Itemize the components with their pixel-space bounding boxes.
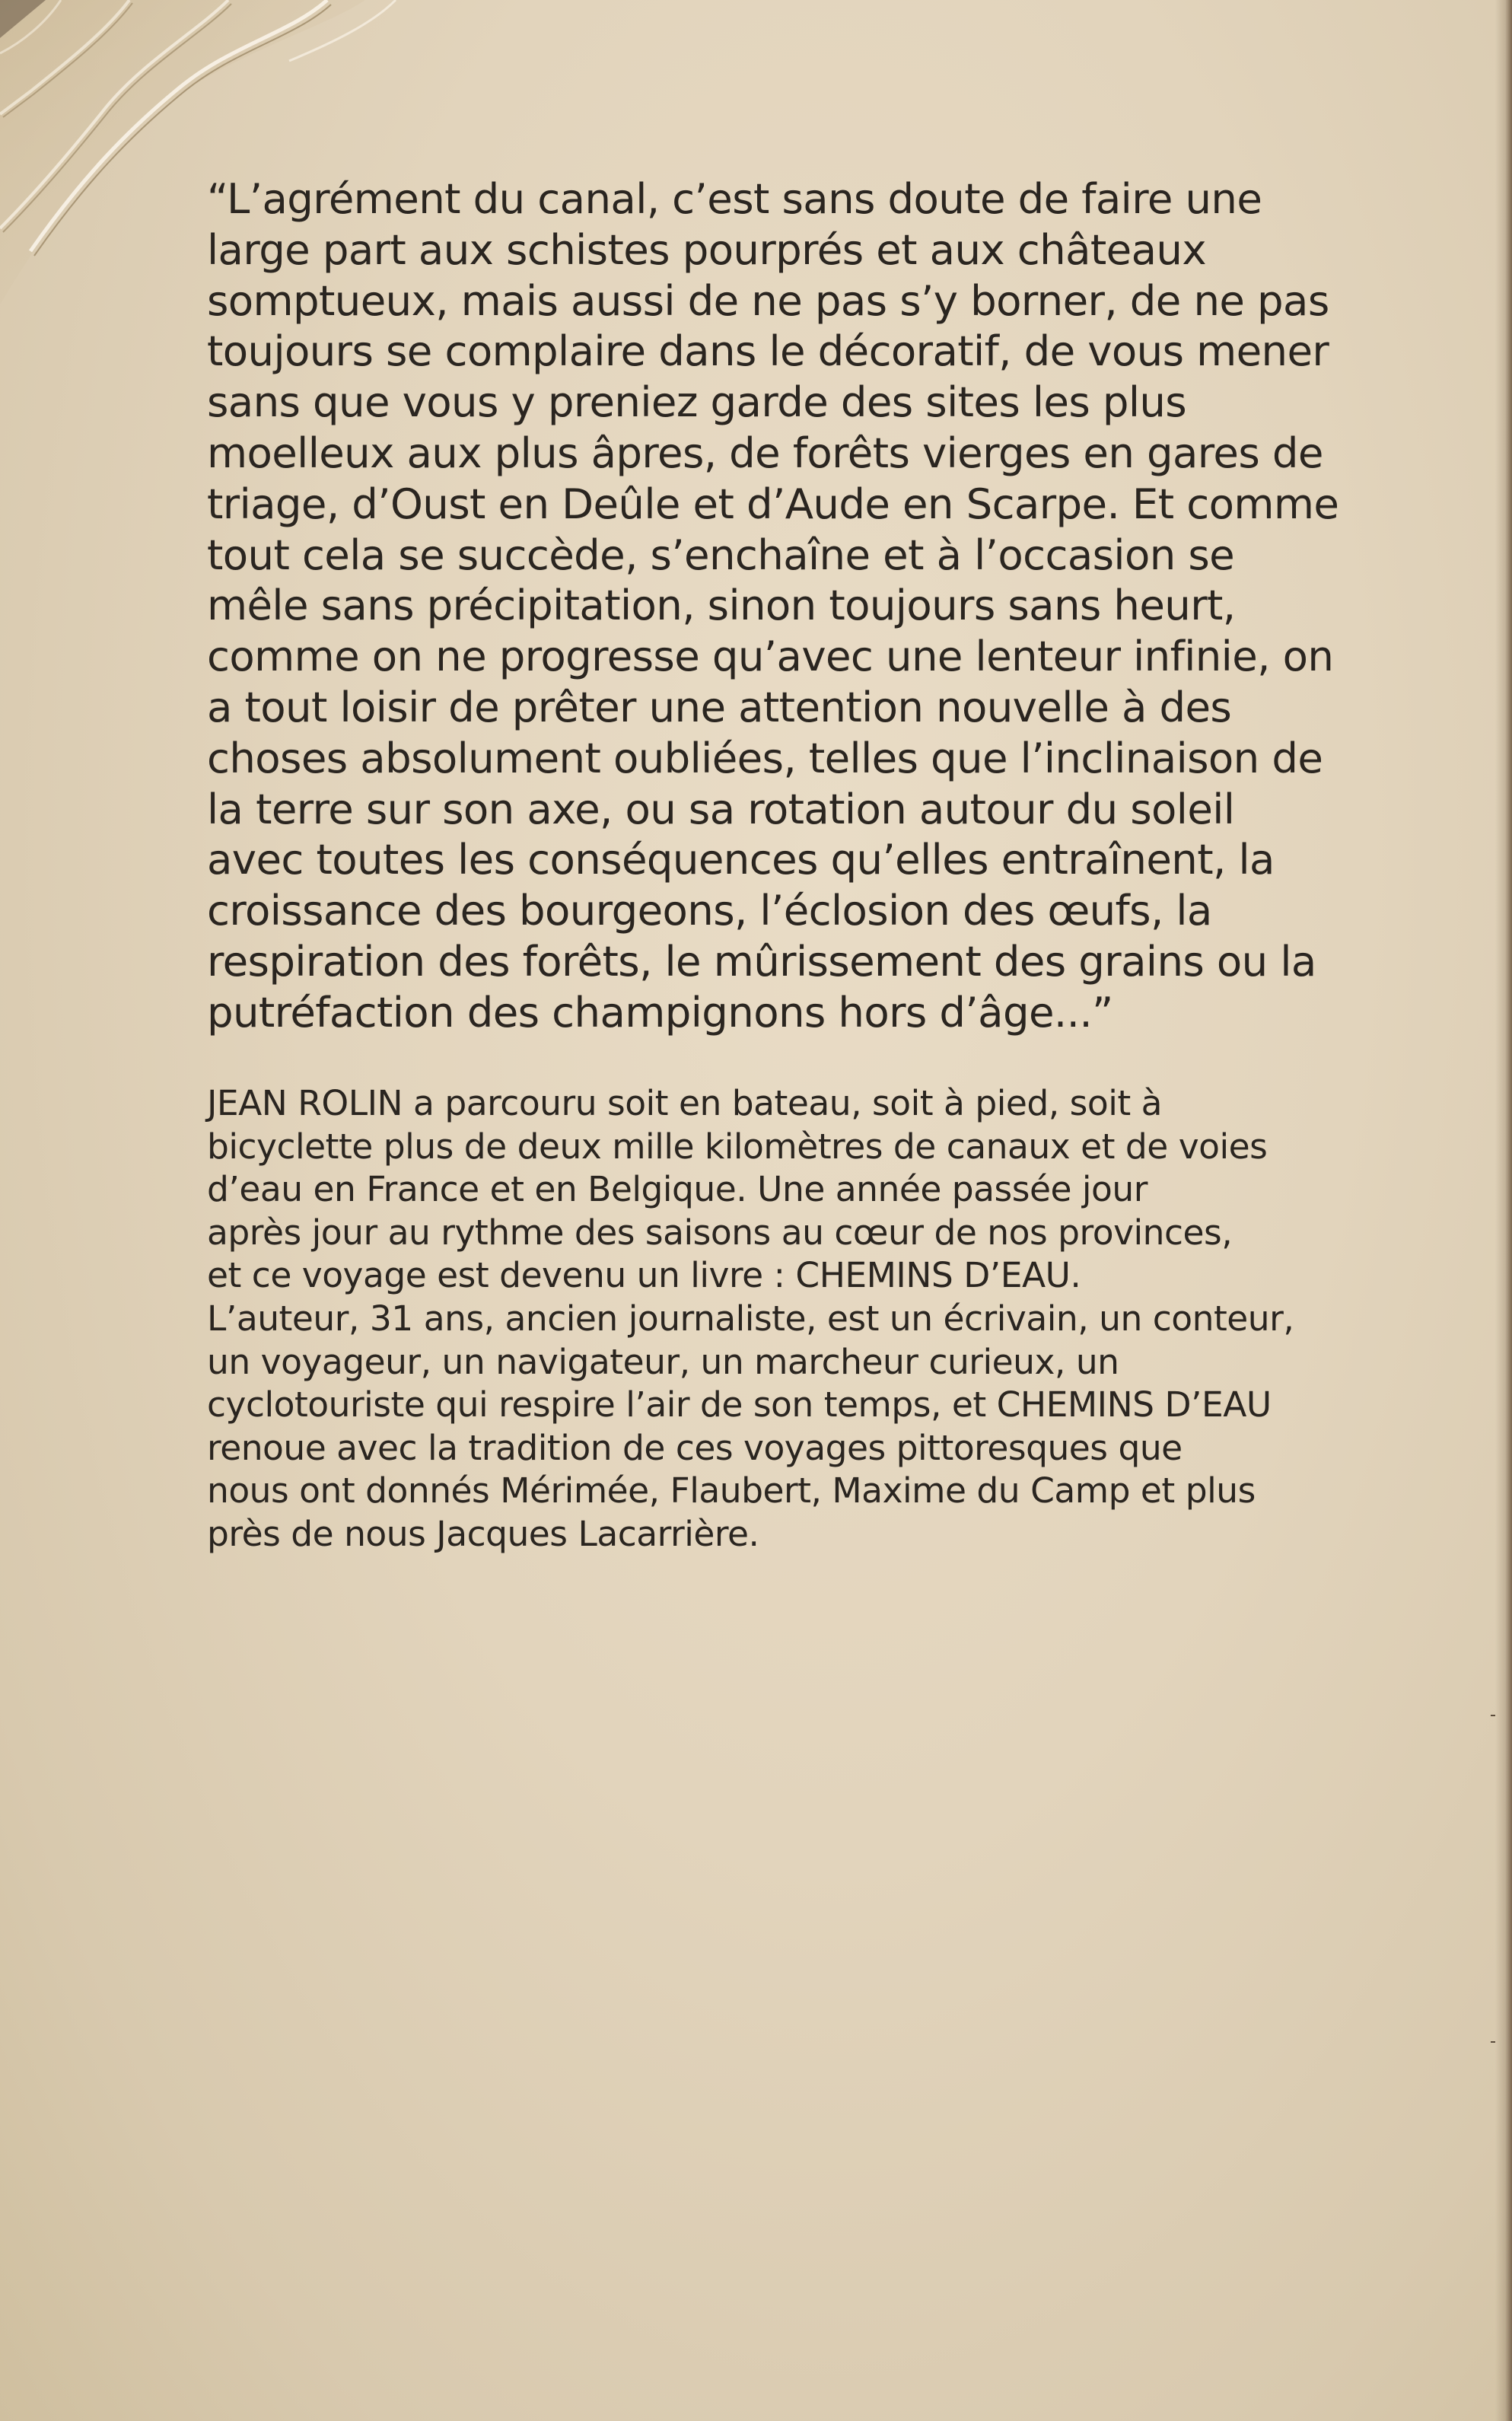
excerpt-quote: “L’agrément du canal, c’est sans doute de faire une large part aux schistes pourprés et aux châteaux somptueux, mais aussi de ne pas s’y borner, de ne pas toujours se complaire dans le décoratif, de vous mener sans que vous y preniez garde des sites les plus moelleux aux plus âpres, de forêts vierges en gares de triage, d’Oust en Deûle et d’Aude en Scarpe. Et comme tout cela se succède, s’enchaîne et à l’occasion se mêle sans précipitation, sinon toujours sans heurt, comme on ne progresse qu’avec une lenteur infinie, on a tout loisir de prêter une attention nouvelle à des choses absolument oubliées, telles que l’inclinaison de la terre sur son axe, ou sa rotation autour du soleil avec toutes les conséquences qu’elles entraînent, la croissance des bourgeons, l’éclosion des œufs, la respiration des forêts, le mûrissement des grains ou la putréfaction des champignons hors d’âge...” [207, 174, 1339, 1037]
author-blurb: JEAN ROLIN a parcouru soit en bateau, soit à pied, soit à bicyclette plus de deux mille kilomètres de canaux et de voies d’eau en France et en Belgique. Une année passée jour après jour au rythme des saisons au cœur de nos provinces, et ce voyage est devenu un livre : CHEMINS D’EAU. L’auteur, 31 ans, ancien journaliste, est un écrivain, un conteur, un voyageur, un navigateur, un marcheur curieux, un cyclotouriste qui respire l’air de son temps, et CHEMINS D’EAU renoue avec la tradition de ces voyages pittoresques que nous ont donnés Mérimée, Flaubert, Maxime du Camp et plus près de nous Jacques Lacarrière. [207, 1083, 1294, 1554]
cover-right-edge [1495, 0, 1512, 2421]
